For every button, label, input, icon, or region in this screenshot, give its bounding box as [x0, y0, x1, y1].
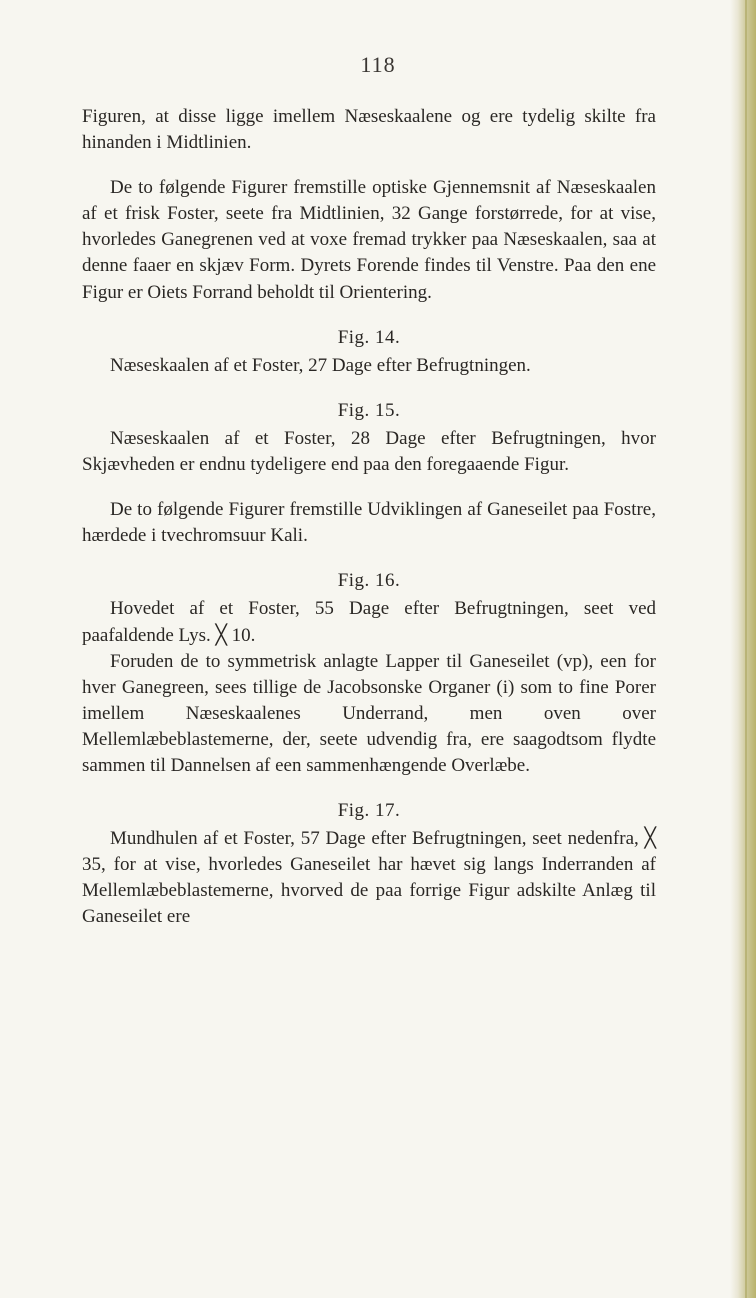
figure-15-title: Fig. 15. [337, 399, 401, 421]
body-text [82, 104, 656, 931]
figure-16-caption: Hovedet af et Foster, 55 Dage efter Befrugtningen, seet ved paafaldende Lys. ╳ 10. [82, 598, 656, 646]
paragraph-continuation: Figuren, at disse ligge imellem Næseskaalene og ere tydelig skilte fra hinanden i Midtlinien. [82, 106, 656, 154]
figure-14-caption: Næseskaalen af et Foster, 27 Dage efter Befrugtningen. [110, 354, 531, 376]
figure-17-title: Fig. 17. [337, 800, 401, 822]
figure-14-title: Fig. 14. [337, 326, 401, 348]
page-number: 118 [360, 52, 396, 77]
figure-16-description: Foruden de to symmetrisk anlagte Lapper til Ganeseilet (vp), een for hver Ganegreen, sees tillige de Jacobsonske Organer (i) som to fine Porer imellem Næseskaalenes Underrand, men oven over Mellemlæbeblastemerne, der, seete udvendig fra, ere saagodtsom flydte sammen til Dannelsen af een sammenhængende Overlæbe. [82, 650, 656, 776]
page-edge-shadow [730, 0, 756, 1298]
figure-16-title: Fig. 16. [337, 570, 401, 592]
figure-17-caption: Mundhulen af et Foster, 57 Dage efter Befrugtningen, seet nedenfra, ╳ 35, for at vise, hvorledes Ganeseilet har hævet sig langs Inderranden af Mellemlæbeblastemerne, hvorved de paa forrige Figur adskilte Anlæg til Ganeseilet ere [82, 828, 656, 928]
paragraph-intro-figs-16-17: De to følgende Figurer fremstille Udviklingen af Ganeseilet paa Fostre, hærdede i tvechromsuur Kali. [82, 499, 656, 547]
paragraph-intro-figs-14-15: De to følgende Figurer fremstille optiske Gjennemsnit af Næseskaalen af et frisk Foster, seete fra Midtlinien, 32 Gange forstørrede, for at vise, hvorledes Ganegrenen ved at voxe fremad trykker paa Næseskaalen, saa at denne faaer en skjæv Form. Dyrets Forende findes til Venstre. Paa den ene Figur er Oiets Forrand beholdt til Orientering. [82, 177, 656, 303]
page-edge-line [745, 0, 747, 1298]
figure-15-caption: Næseskaalen af et Foster, 28 Dage efter Befrugtningen, hvor Skjævheden er endnu tydeligere end paa den foregaaende Figur. [82, 427, 656, 476]
